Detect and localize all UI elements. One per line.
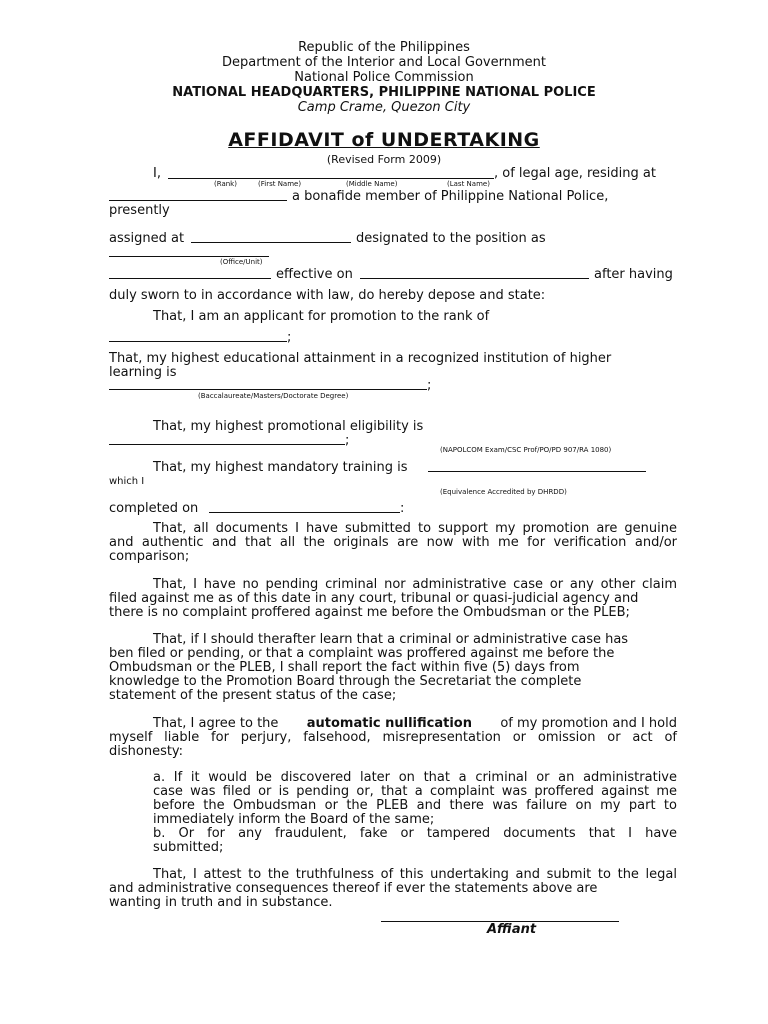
nullification-paragraph-line-3: dishonesty: [109, 744, 184, 759]
text-education-1: That, my highest educational attainment in a recognized institution of higher [109, 351, 612, 366]
text-bonafide: a bonafide member of Philippine National Police, [292, 189, 609, 204]
text-presently: presently [109, 203, 170, 218]
report-paragraph-line-5: statement of the present status of the case; [109, 688, 397, 703]
header-republic: Republic of the Philippines [298, 40, 470, 55]
item-b-line-1: b. Or for any fraudulent, fake or tampered documents that I have [153, 826, 677, 841]
header-location: Camp Crame, Quezon City [297, 100, 471, 115]
text-applicant: That, I am an applicant for promotion to the rank of [153, 309, 490, 324]
nullification-paragraph-line-2: myself liable for perjury, falsehood, misrepresentation or omission or act of [109, 730, 677, 745]
label-degree: (Baccalaureate/Masters/Doctorate Degree) [198, 392, 349, 400]
item-a-line-3: before the Ombudsman or the PLEB and there was failure on my part to [153, 798, 677, 813]
text-assigned-at: assigned at [109, 231, 185, 246]
label-first-name: (First Name) [258, 180, 302, 188]
item-a-line-2: case was filed or is pending or, that a complaint was proffered against me [153, 784, 677, 799]
documents-paragraph-line-3: comparison; [109, 549, 190, 564]
label-last-name: (Last Name) [447, 180, 490, 188]
text-after-having: after having [594, 267, 673, 282]
item-b-line-2: submitted; [153, 840, 224, 855]
position-field-line[interactable] [109, 256, 269, 257]
education-field-line[interactable] [109, 389, 427, 390]
effective-date-field-line[interactable] [360, 278, 589, 279]
pending-paragraph-line-1: That, I have no pending criminal nor administrative case or any other claim [153, 577, 677, 592]
report-paragraph-line-1: That, if I should therafter learn that a criminal or administrative case has [153, 632, 629, 647]
form-revision: (Revised Form 2009) [326, 153, 442, 166]
office-field-line[interactable] [191, 242, 351, 243]
residence-field-line[interactable] [109, 200, 287, 201]
text-legal-age: , of legal age, residing at [494, 166, 656, 181]
text-colon: : [400, 501, 405, 516]
nullification-text-post: of my promotion and I hold [500, 716, 677, 731]
item-a-line-4: immediately inform the Board of the same; [153, 812, 435, 827]
report-paragraph-line-2: ben filed or pending, or that a complaint was proffered against me before the [109, 646, 615, 661]
text-semicolon-1: ; [287, 330, 292, 345]
training-field-line[interactable] [428, 471, 646, 472]
pending-paragraph-line-3: there is no complaint proffered against me before the Ombudsman or the PLEB; [109, 605, 630, 620]
text-effective-on: effective on [276, 267, 353, 282]
attest-paragraph-line-2: and administrative consequences thereof if ever the statements above are [109, 881, 598, 896]
document-title: AFFIDAVIT of UNDERTAKING [228, 129, 540, 151]
text-designated: designated to the position as [356, 231, 546, 246]
header-headquarters: NATIONAL HEADQUARTERS, PHILIPPINE NATIONAL POLICE [172, 85, 596, 100]
name-field-line[interactable] [168, 178, 494, 179]
text-education-2: learning is [109, 365, 177, 380]
text-semicolon-2: ; [427, 378, 432, 393]
header-department: Department of the Interior and Local Government [222, 55, 546, 70]
nullification-paragraph-line-1 [153, 716, 677, 731]
documents-paragraph-line-1: That, all documents I have submitted to support my promotion are genuine [153, 521, 677, 536]
text-eligibility: That, my highest promotional eligibility is [153, 419, 424, 434]
affiant-label: Affiant [487, 922, 537, 937]
position-field-line-2[interactable] [109, 278, 271, 279]
nullification-text-bold: automatic nullification [306, 716, 472, 731]
label-middle-name: (Middle Name) [346, 180, 398, 188]
text-semicolon-3: ; [345, 433, 350, 448]
text-training: That, my highest mandatory training is [153, 460, 408, 475]
label-equivalence: (Equivalence Accredited by DHRDD) [440, 488, 567, 496]
text-which-i: which I [109, 476, 145, 487]
attest-paragraph-line-3: wanting in truth and in substance. [109, 895, 333, 910]
report-paragraph-line-4: knowledge to the Promotion Board through the Secretariat the complete [109, 674, 582, 689]
item-a-line-1: a. If it would be discovered later on that a criminal or an administrative [153, 770, 677, 785]
header-commission: National Police Commission [294, 70, 474, 85]
documents-paragraph-line-2: and authentic and that all the originals are now with me for verification and/or [109, 535, 677, 550]
rank-field-line[interactable] [109, 341, 287, 342]
completed-date-field-line[interactable] [209, 512, 400, 513]
text-duly-sworn: duly sworn to in accordance with law, do hereby depose and state: [109, 288, 546, 303]
text-i: I, [153, 166, 161, 181]
nullification-text-pre: That, I agree to the [153, 716, 279, 731]
report-paragraph-line-3: Ombudsman or the PLEB, I shall report the fact within five (5) days from [109, 660, 580, 675]
text-completed-on: completed on [109, 501, 199, 516]
eligibility-field-line[interactable] [109, 444, 345, 445]
label-eligibility: (NAPOLCOM Exam/CSC Prof/PO/PD 907/RA 1080) [440, 446, 612, 454]
attest-paragraph-line-1: That, I attest to the truthfulness of this undertaking and submit to the legal [153, 867, 677, 882]
label-office-unit: (Office/Unit) [220, 258, 263, 266]
label-rank: (Rank) [214, 180, 237, 188]
pending-paragraph-line-2: filed against me as of this date in any court, tribunal or quasi-judicial agency and [109, 591, 639, 606]
